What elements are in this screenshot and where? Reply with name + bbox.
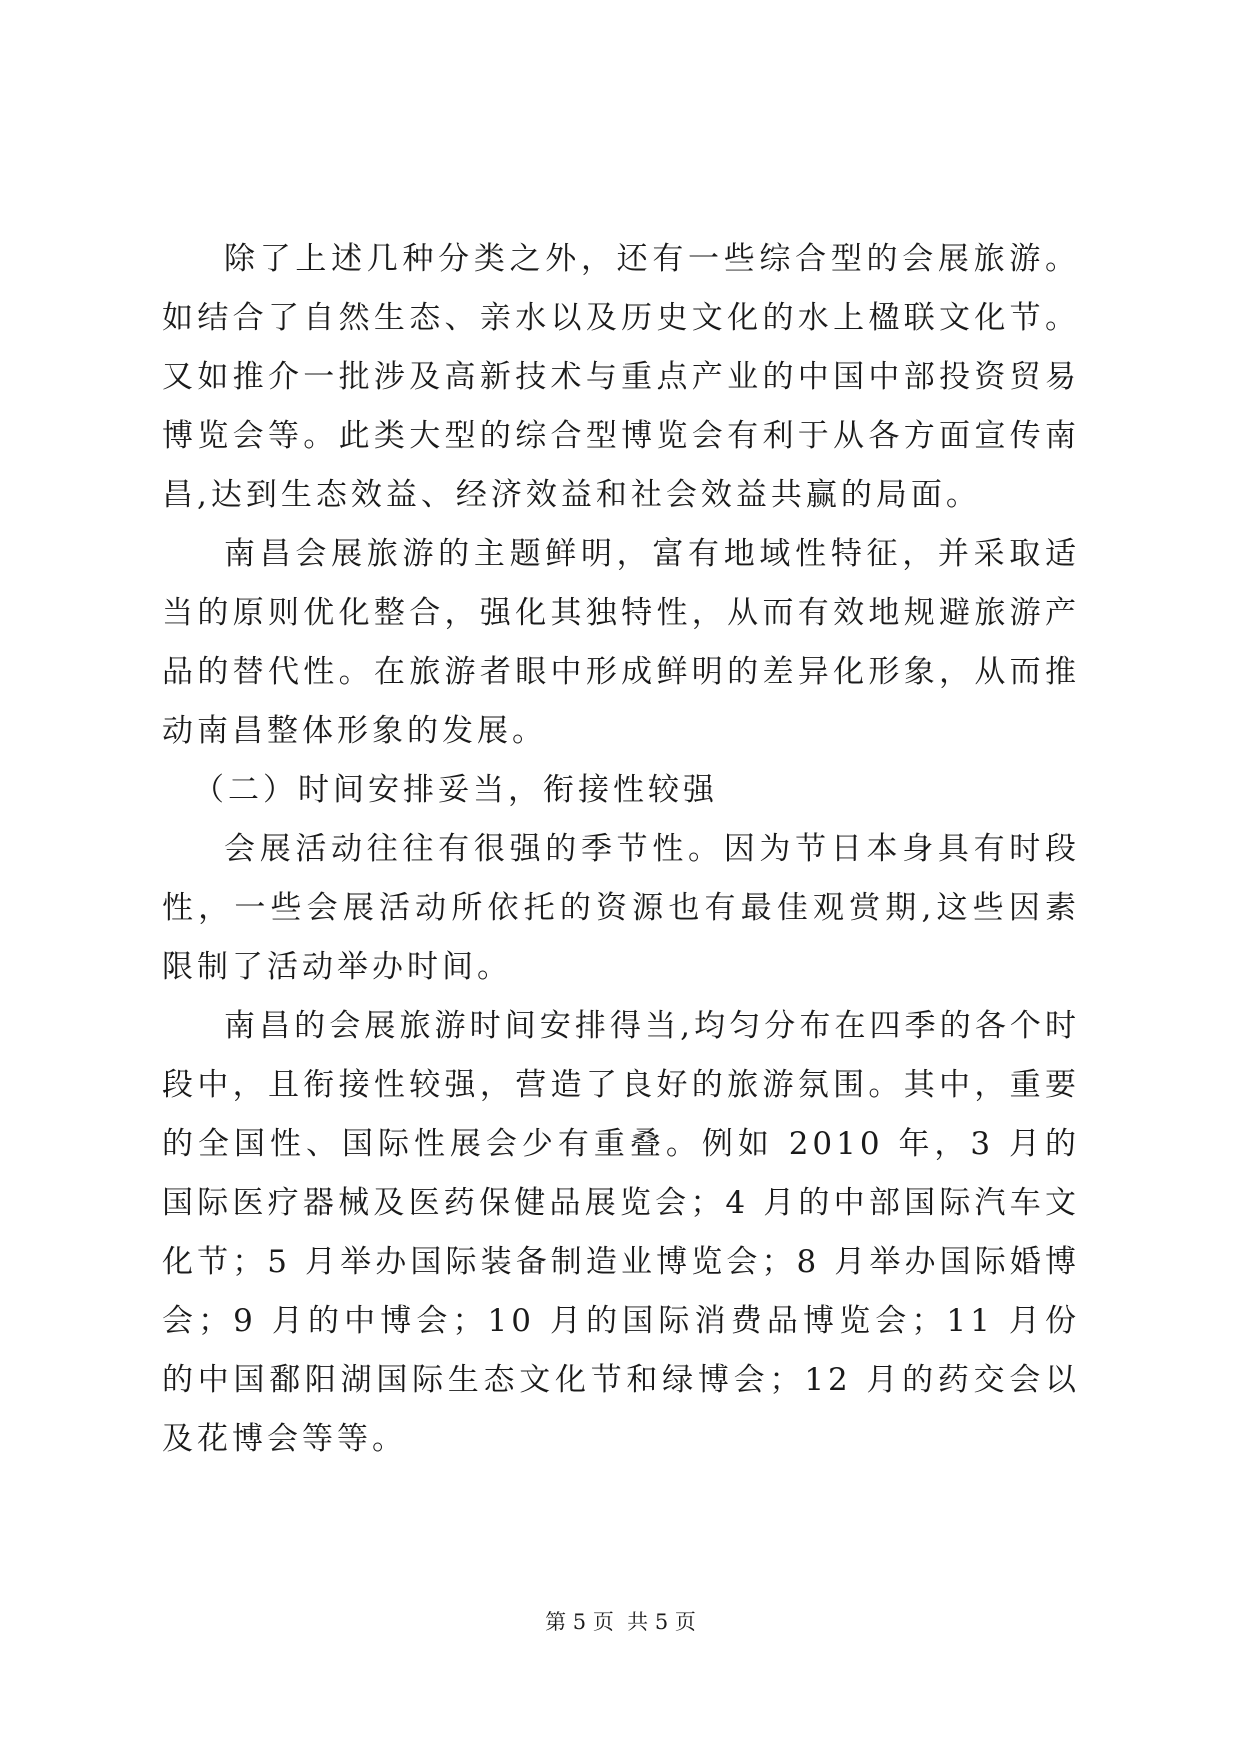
section-heading: （二）时间安排妥当，衔接性较强 [193,772,718,808]
paragraph-schedule-2010: 南昌的会展旅游时间安排得当,均匀分布在四季的各个时段中，且衔接性较强，营造了良好的旅游氛围。其中，重要的全国性、国际性展会少有重叠。例如 2010 年，3 月的国际医疗器械及医药保健品展览会；4 月的中部国际汽车文化节；5 月举办国际装备制造业博览会；8 月举办国际婚博会；9 月的中博会；10 月的国际消费品博览会；11 月份的中国鄱阳湖国际生态文化节和绿博会；12 月的药交会以及花博会等等。 [162,1008,1080,1457]
page-number-label: 第 5 页 共 5 页 [545,1610,696,1634]
page-footer [0,1607,1241,1637]
paragraph-seasonality: 会展活动往往有很强的季节性。因为节日本身具有时段性，一些会展活动所依托的资源也有最佳观赏期,这些因素限制了活动举办时间。 [162,831,1080,985]
paragraph-comprehensive-tourism: 除了上述几种分类之外，还有一些综合型的会展旅游。如结合了自然生态、亲水以及历史文化的水上楹联文化节。又如推介一批涉及高新技术与重点产业的中国中部投资贸易博览会等。此类大型的综合型博览会有利于从各方面宣传南昌,达到生态效益、经济效益和社会效益共赢的局面。 [162,241,1080,513]
paragraph-theme-distinct: 南昌会展旅游的主题鲜明，富有地域性特征，并采取适当的原则优化整合，强化其独特性，从而有效地规避旅游产品的替代性。在旅游者眼中形成鲜明的差异化形象，从而推动南昌整体形象的发展。 [162,536,1080,749]
document-body [162,230,1080,1469]
